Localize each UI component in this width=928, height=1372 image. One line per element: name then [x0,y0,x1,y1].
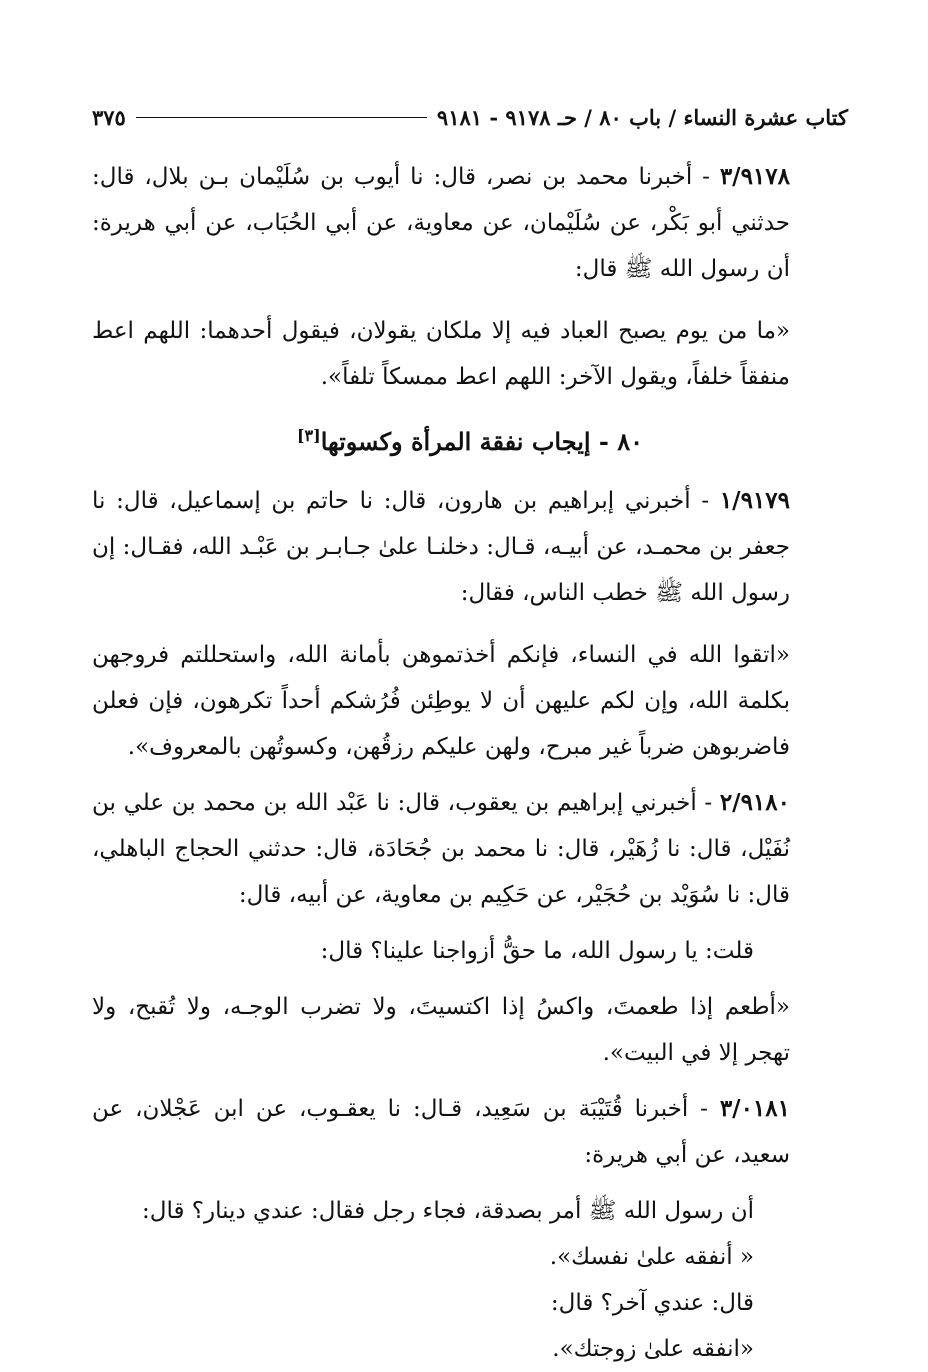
hadith-9180-number: ٢/٩١٨٠ [719,789,790,816]
chapter-title: ٨٠ - إيجاب نفقة المرأة وكسوتها [320,427,644,456]
hadith-9179-matn: «اتقوا الله في النساء، فإنكم أخذتموهن بأمانة الله، واستحللتم فروجهن بكلمة الله، وإن لكم عليهن أن لا يوطِئن فُرُشكم أحداً تكرهون، فإن فعلن فاضربوهن ضرباً غير مبرح، ولهن عليكم رزقُهن، وكسوتُهن بالمعروف». [92,642,790,760]
footnote-ref: [٣] [296,426,321,445]
page-number: ٣٧٥ [92,104,126,130]
running-head [92,96,848,138]
hadith-9180-isnad-text: - أخبرني إبراهيم بن يعقوب، قال: نا عَبْد الله بن محمد بن علي بن نُفَيْل، قال: نا زُهَيْر، قال: نا محمد بن جُحَادَة، قال: حدثني الحجاج الباهلي، قال: نا سُوَيْد بن حُجَيْر، عن حَكِيم بن معاوية، عن أبيه، قال: [92,790,790,908]
hadith-9181-isnad [92,1086,790,1178]
hadith-9178-matn: «ما من يوم يصبح العباد فيه إلا ملكان يقولان، فيقول أحدهما: اللهم اعط منفقاً خلفاً، ويقول الآخر: اللهم اعط ممسكاً تلفاً». [92,318,790,390]
hadith-9179-isnad [92,478,790,616]
hadith-9178-number: ٣/٩١٧٨ [719,163,790,190]
hadith-9179-number: ١/٩١٧٩ [719,487,790,514]
hadith-9181-isnad-text: - أخبرنا قُتَيْبَة بن سَعِيد، قـال: نا يعقـوب، عن ابن عَجْلان، عن سعيد، عن أبي هريرة: [92,1096,790,1168]
hadith-9181-number: ٣/٠١٨١ [719,1095,790,1122]
hadith-9181-line-1: أن رسول الله ﷺ أمر بصدقة، فجاء رجل فقال: عندي دينار؟ قال: [142,1198,754,1224]
hadith-9181-line-4: «انفقه علىٰ زوجتك». [552,1336,754,1362]
hadith-9180-isnad [92,780,790,918]
running-head-title: كتاب عشرة النساء / باب ٨٠ / حـ ٩١٧٨ - ٩١٨١ [436,104,848,130]
chapter-heading [92,410,848,468]
hadith-9179-isnad-text: - أخبرني إبراهيم بن هارون، قال: نا حاتم بن إسماعيل، قال: نا جعفر بن محمـد، عن أبيـه، قـال: دخلنـا علىٰ جـابـر بن عَبْـد الله، فقـال: إن رسول الله ﷺ خطب الناس، فقال: [92,488,790,606]
header-rule [136,117,427,118]
hadith-9180-question: قلت: يا رسول الله، ما حقُّ أزواجنا علينا؟ قال: [320,938,754,964]
hadith-9181-line-2: « أنفقه علىٰ نفسك». [549,1244,754,1270]
hadith-9178-isnad [92,154,790,292]
hadith-9181-line-3: قال: عندي آخر؟ قال: [550,1290,754,1316]
hadith-9178-isnad-text: - أخبرنا محمد بن نصر، قال: نا أيوب بن سُلَيْمان بـن بلال، قال: حدثني أبو بَكْر، عن سُلَيْمان، عن معاوية، عن أبي الحُبَاب، عن أبي هريرة: أن رسول الله ﷺ قال: [92,164,790,282]
page [92,96,848,1372]
hadith-9180-matn: «أطعم إذا طعمتَ، واكسُ إذا اكتسيتَ، ولا تضرب الوجـه، ولا تُقبح، ولا تهجر إلا في البيت». [92,994,790,1066]
